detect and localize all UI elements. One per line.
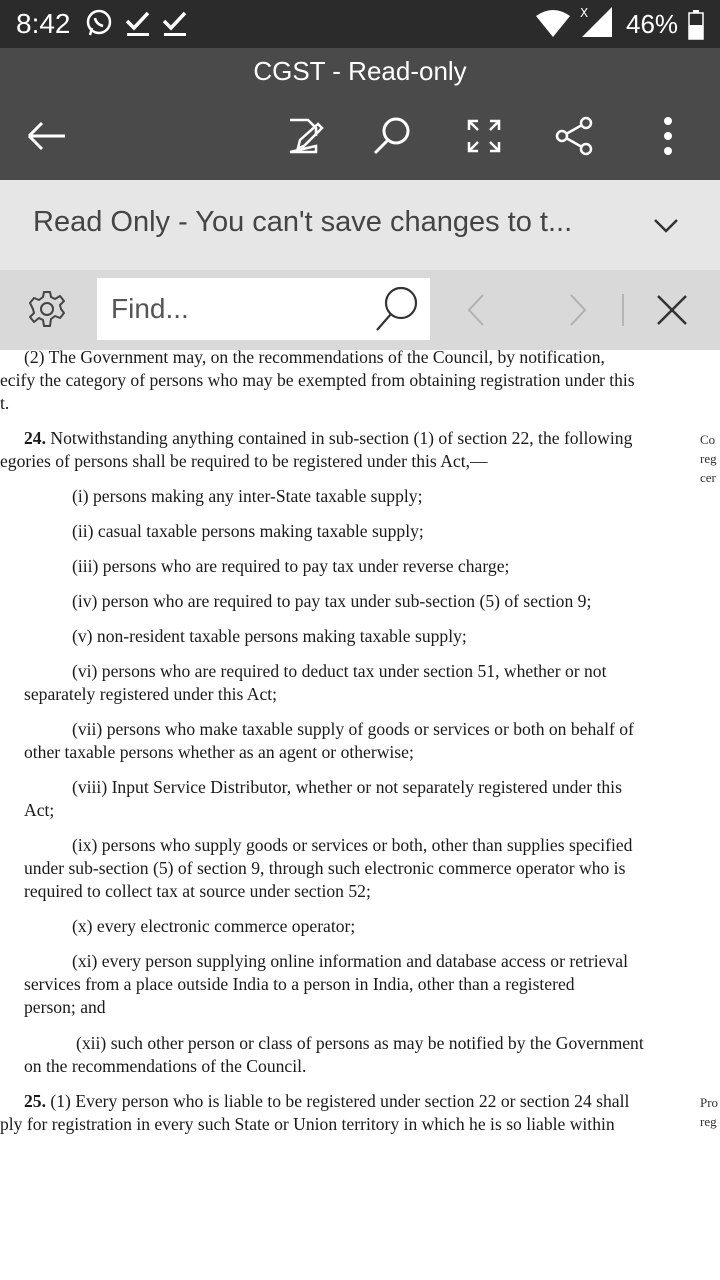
download-done-icon-2 [161,8,189,42]
app-bar [0,48,720,180]
edit-button[interactable] [276,108,332,164]
clause-viii-line-2: Act; [24,800,55,820]
clause-ix-line-1: (ix) persons who supply goods or services or both, other than supplies specified [72,835,633,855]
clause-vii-line-2: other taxable persons whether as an agent or otherwise; [24,742,414,762]
battery-icon [688,10,704,44]
section-24-line-2: egories of persons shall be required to be registered under this Act,— [0,451,488,471]
section-23-2-line-3: t. [0,393,10,413]
section-24-text: Notwithstanding anything contained in sub-section (1) of section 22, the following [50,428,633,448]
previous-result-icon[interactable] [458,290,494,330]
section-24-number: 24. [24,428,46,448]
clause-xi-line-2: services from a place outside India to a person in India, other than a registered [24,974,575,994]
find-field[interactable] [97,278,430,340]
next-result-icon[interactable] [560,290,596,330]
battery-percent: 46% [626,9,679,39]
clause-ix-line-3: required to collect tax at source under section 52; [24,881,371,901]
status-time: 8:42 [16,8,71,39]
divider [622,294,624,326]
more-icon [662,116,674,156]
find-input[interactable] [97,278,367,340]
status-bar [0,0,720,48]
download-done-icon [124,8,152,42]
section-23-2-line-2: ecify the category of persons who may be exempted from obtaining registration under this [0,370,635,390]
edit-icon [284,116,324,156]
margin-note-25-a: Pro [700,1095,719,1110]
whatsapp-icon [84,8,114,42]
svg-text:X: X [580,6,589,20]
fullscreen-button[interactable] [456,108,512,164]
clause-ix-line-2: under sub-section (5) of section 9, through such electronic commerce operator who is [24,858,626,878]
gear-icon[interactable] [24,286,70,332]
section-25-number: 25. [24,1091,46,1111]
clause-xi-line-3: person; and [24,997,106,1017]
document-page[interactable] [0,350,720,1280]
margin-note-24-b: reg [700,451,717,466]
margin-note-24-a: Co [700,432,716,447]
clause-v: (v) non-resident taxable persons making taxable supply; [72,626,467,646]
search-button[interactable] [364,108,420,164]
search-icon [371,115,413,157]
clause-vi-line-2: separately registered under this Act; [24,684,278,704]
clause-xii-line-2: on the recommendations of the Council. [24,1056,307,1076]
wifi-icon [536,10,570,42]
clause-ii: (ii) casual taxable persons making taxable supply; [72,521,424,541]
document-title: CGST - Read-only [253,56,467,86]
read-only-banner[interactable] [0,180,720,270]
margin-note-25-b: reg [700,1114,717,1129]
section-25-line-2: ply for registration in every such State or Union territory in which he is so liable within [0,1114,615,1134]
section-25-text: (1) Every person who is liable to be registered under section 22 or section 24 shall [50,1091,630,1111]
clause-vii-line-1: (vii) persons who make taxable supply of goods or services or both on behalf of [72,719,634,739]
section-24-line-1 [24,428,632,449]
search-icon[interactable] [371,284,423,336]
clause-xi-line-1: (xi) every person supplying online information and database access or retrieval [72,951,628,971]
clause-viii-line-1: (viii) Input Service Distributor, whether or not separately registered under this [72,777,622,797]
signal-icon [578,6,614,42]
clause-iv: (iv) person who are required to pay tax under sub-section (5) of section 9; [72,591,592,611]
section-23-2-line-1: (2) The Government may, on the recommendations of the Council, by notification, [24,350,605,367]
share-icon [554,116,594,156]
clause-vi-line-1: (vi) persons who are required to deduct tax under section 51, whether or not [72,661,607,681]
share-button[interactable] [546,108,602,164]
clause-i: (i) persons making any inter-State taxable supply; [72,486,423,506]
chevron-down-icon[interactable] [646,205,686,245]
close-icon[interactable] [652,288,692,332]
section-25-line-1 [24,1091,629,1112]
back-arrow-icon [27,121,67,151]
read-only-message: Read Only - You can't save changes to t... [33,206,573,238]
more-options-button[interactable] [640,108,696,164]
back-button[interactable] [19,108,75,164]
fullscreen-icon [466,118,502,154]
clause-xii-line-1: (xii) such other person or class of persons as may be notified by the Government [76,1033,644,1053]
find-bar [0,270,720,350]
clause-iii: (iii) persons who are required to pay tax under reverse charge; [72,556,510,576]
margin-note-24-c: cer [700,470,716,485]
clause-x: (x) every electronic commerce operator; [72,916,356,936]
